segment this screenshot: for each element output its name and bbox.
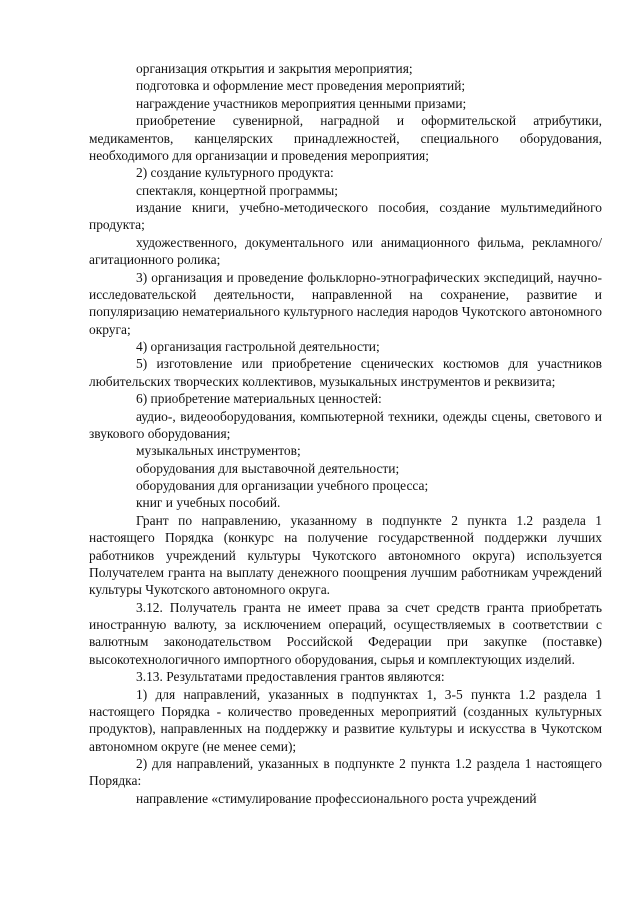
- paragraph: направление «стимулирование профессионального роста учреждений: [136, 790, 537, 806]
- paragraph: 1) для направлений, указанных в подпунктах 1, 3-5 пункта 1.2 раздела 1 настоящего Порядка - количество проведенных мероприятий (созданных культурных продуктов), направленных на поддержку и развитие культуры и искусства в Чукотском автономном округе (не менее семи);: [89, 686, 602, 754]
- paragraph: приобретение сувенирной, наградной и оформительской атрибутики, медикаментов, канцелярских принадлежностей, специального оборудования, необходимого для организации и проведения мероприятия;: [89, 113, 602, 163]
- paragraph: 6) приобретение материальных ценностей:: [136, 391, 382, 407]
- paragraph: спектакля, концертной программы;: [136, 182, 338, 198]
- paragraph: аудио-, видеооборудования, компьютерной техники, одежды сцены, светового и звукового оборудования;: [89, 408, 602, 441]
- paragraph: оборудования для организации учебного процесса;: [136, 478, 429, 493]
- paragraph: 5) изготовление или приобретение сценических костюмов для участников любительских творческих коллективов, музыкальных инструментов и реквизита;: [89, 356, 602, 389]
- paragraph: книг и учебных пособий.: [136, 495, 281, 511]
- paragraph: 3) организация и проведение фольклорно-этнографических экспедиций, научно-исследовательской деятельности, направленной на сохранение, развитие и популяризацию нематериального культурного наследия народов Чукотского автономного округа;: [89, 269, 602, 337]
- document-body: [89, 60, 602, 807]
- paragraph: 3.13. Результатами предоставления грантов являются:: [136, 669, 445, 685]
- paragraph: 4) организация гастрольной деятельности;: [136, 339, 380, 354]
- paragraph: оборудования для выставочной деятельности;: [136, 460, 400, 476]
- paragraph: организация открытия и закрытия мероприятия;: [136, 61, 413, 76]
- paragraph: художественного, документального или анимационного фильма, рекламного/агитационного ролика;: [89, 234, 602, 268]
- paragraph: 3.12. Получатель гранта не имеет права за счет средств гранта приобретать иностранную валюту, за исключением операций, осуществляемых в соответствии с валютным законодательством Российской Федерации при закупке (поставке) высокотехнологичного импортного оборудования, сырья и комплектующих изделий.: [89, 599, 602, 667]
- paragraph: награждение участников мероприятия ценными призами;: [136, 95, 467, 111]
- paragraph: 2) для направлений, указанных в подпункте 2 пункта 1.2 раздела 1 настоящего Порядка:: [89, 756, 602, 789]
- paragraph: издание книги, учебно-методического пособия, создание мультимедийного продукта;: [89, 200, 602, 233]
- paragraph: Грант по направлению, указанному в подпункте 2 пункта 1.2 раздела 1 настоящего Порядка (конкурс на получение государственной поддержки лучших работников учреждений культуры Чукотского автономного округа) используется Получателем гранта на выплату денежного поощрения лучшим работникам учреждений культуры Чукотского автономного округа.: [89, 512, 602, 598]
- paragraph: музыкальных инструментов;: [136, 443, 301, 459]
- paragraph: подготовка и оформление мест проведения мероприятий;: [136, 78, 466, 94]
- paragraph: 2) создание культурного продукта:: [136, 165, 334, 181]
